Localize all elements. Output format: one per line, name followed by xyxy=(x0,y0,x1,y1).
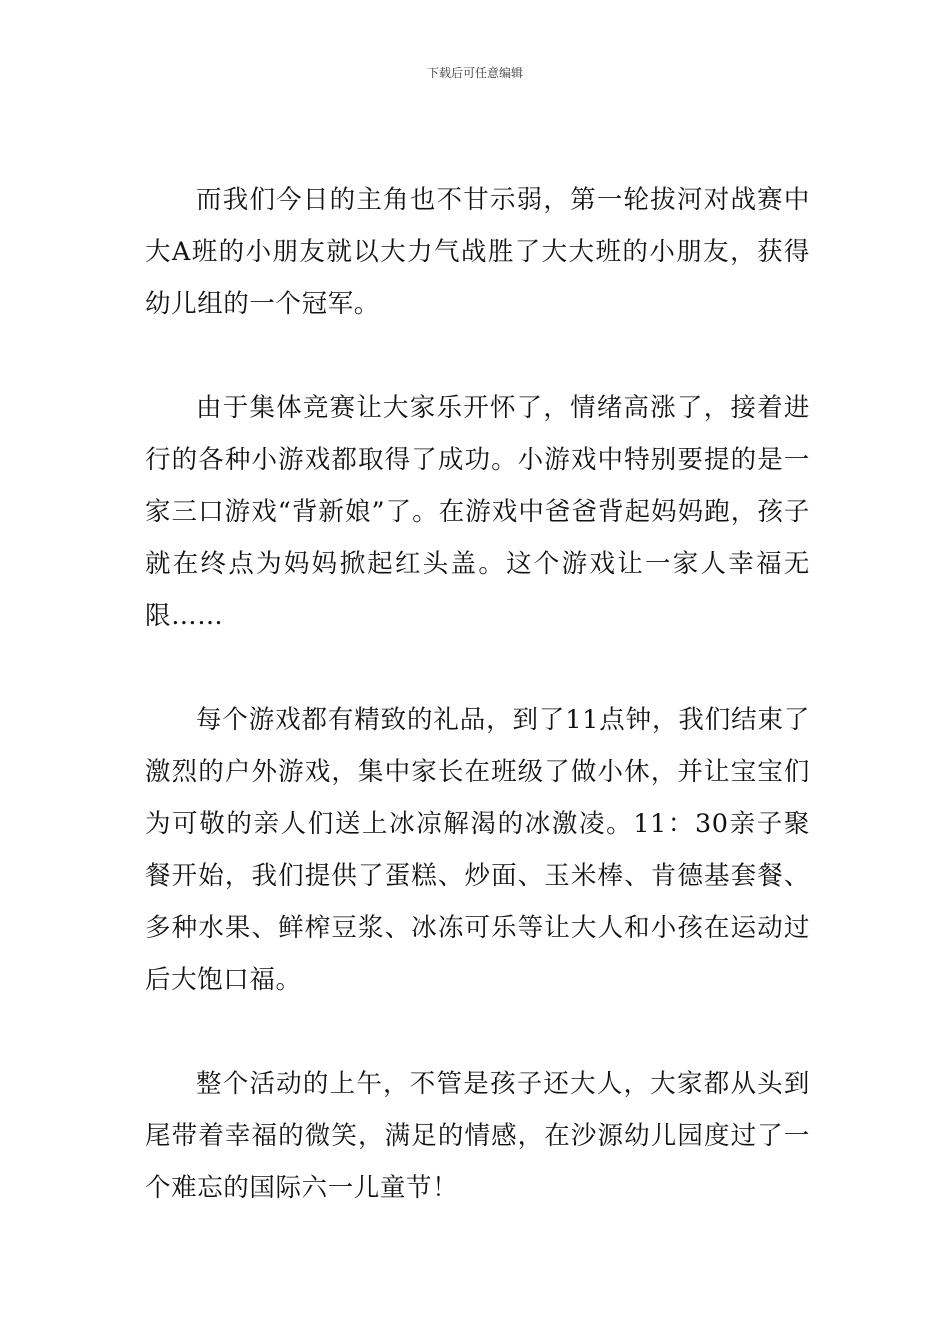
paragraph-3: 每个游戏都有精致的礼品，到了11点钟，我们结束了激烈的户外游戏，集中家长在班级了做小休，并让宝宝们为可敬的亲人们送上冰凉解渴的冰激凌。11：30亲子聚餐开始，我们提供了蛋糕、炒面、玉米棒、肯德基套餐、多种水果、鲜榨豆浆、冰冻可乐等让大人和小孩在运动过后大饱口福。 xyxy=(145,705,810,995)
page-header: 下载后可任意编辑 xyxy=(426,66,523,80)
paragraph-4: 整个活动的上午，不管是孩子还大人，大家都从头到尾带着幸福的微笑，满足的情感，在沙源幼儿园度过了一个难忘的国际六一儿童节！ xyxy=(145,1069,810,1203)
paragraph-1: 而我们今日的主角也不甘示弱，第一轮拔河对战赛中大A班的小朋友就以大力气战胜了大大班的小朋友，获得幼儿组的一个冠军。 xyxy=(145,185,810,319)
paragraph-2: 由于集体竞赛让大家乐开怀了，情绪高涨了，接着进行的各种小游戏都取得了成功。小游戏中特别要提的是一家三口游戏“背新娘”了。在游戏中爸爸背起妈妈跑，孩子就在终点为妈妈掀起红头盖。这个游戏让一家人幸福无限…… xyxy=(145,393,810,631)
document-body xyxy=(145,174,810,1214)
